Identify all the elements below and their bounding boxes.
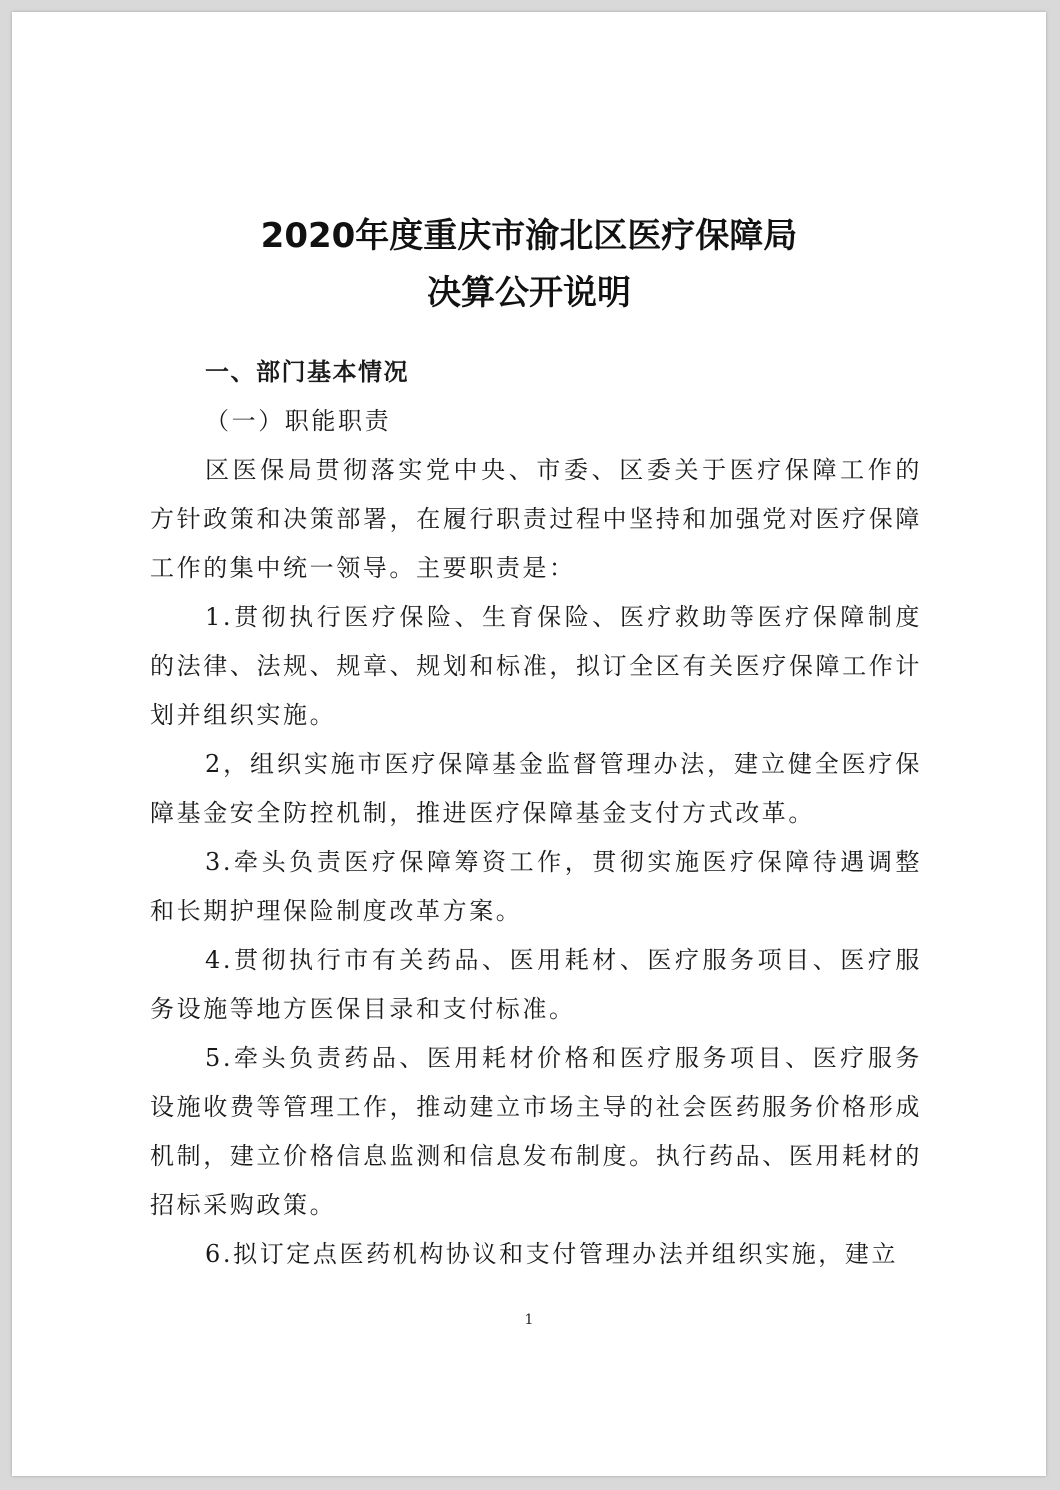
paragraph-item-1: 1.贯彻执行医疗保险、生育保险、医疗救助等医疗保障制度的法律、法规、规章、规划和标准，拟订全区有关医疗保障工作计划并组织实施。: [150, 603, 922, 729]
section-heading: 一、部门基本情况: [205, 358, 409, 386]
document-body: [150, 348, 922, 1279]
paragraph-intro: 区医保局贯彻落实党中央、市委、区委关于医疗保障工作的方针政策和决策部署，在履行职责过程中坚持和加强党对医疗保障工作的集中统一领导。主要职责是：: [150, 456, 922, 582]
subsection-heading: （一）职能职责: [205, 407, 392, 435]
paragraph-item-3: 3.牵头负责医疗保障筹资工作，贯彻实施医疗保障待遇调整和长期护理保险制度改革方案。: [150, 848, 922, 925]
paragraph-item-5: 5.牵头负责药品、医用耗材价格和医疗服务项目、医疗服务设施收费等管理工作，推动建立市场主导的社会医药服务价格形成机制，建立价格信息监测和信息发布制度。执行药品、医用耗材的招标采购政策。: [150, 1044, 922, 1219]
document-title: [12, 208, 1046, 322]
title-line-2: 决算公开说明: [427, 273, 631, 313]
paragraph-item-2: 2，组织实施市医疗保障基金监督管理办法，建立健全医疗保障基金安全防控机制，推进医疗保障基金支付方式改革。: [150, 750, 922, 827]
page-number: 1: [524, 1312, 534, 1328]
paragraph-item-6: 6.拟订定点医药机构协议和支付管理办法并组织实施，建立: [205, 1240, 899, 1268]
paragraph-item-4: 4.贯彻执行市有关药品、医用耗材、医疗服务项目、医疗服务设施等地方医保目录和支付标准。: [150, 946, 922, 1023]
document-page: [12, 12, 1046, 1476]
title-line-1: 2020年度重庆市渝北区医疗保障局: [260, 216, 798, 256]
